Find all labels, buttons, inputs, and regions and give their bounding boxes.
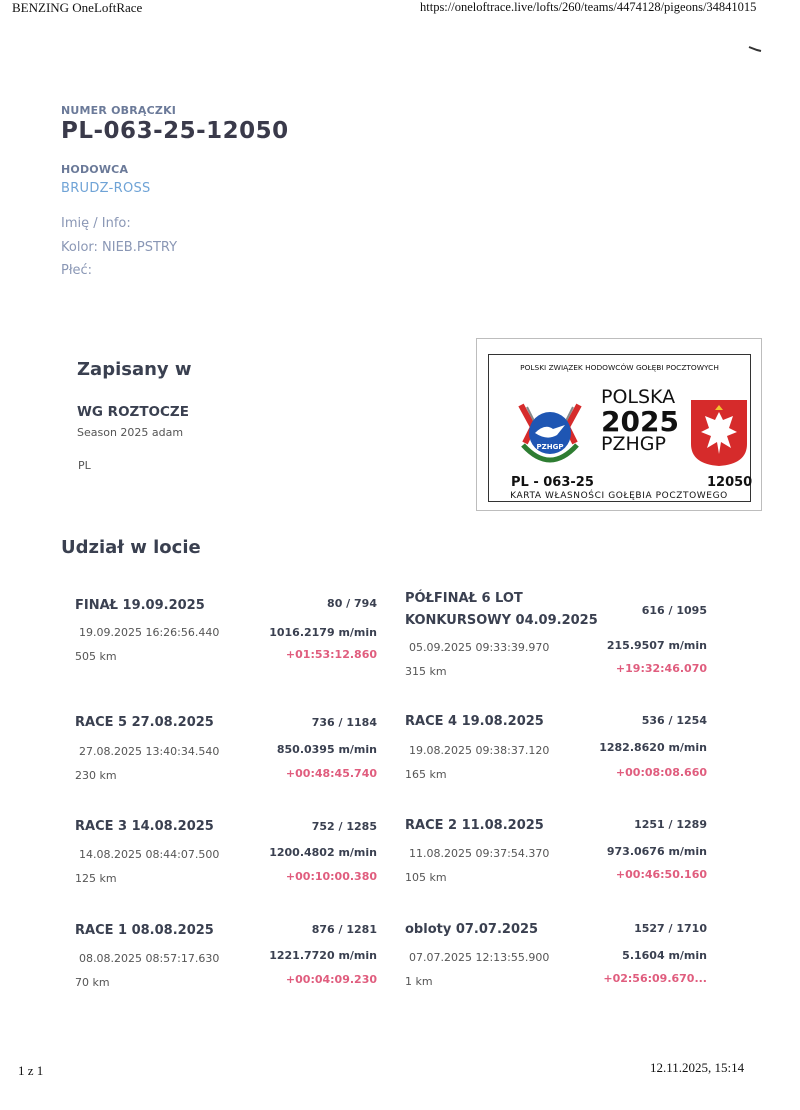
race-title[interactable]: RACE 2 11.08.2025 xyxy=(405,818,544,833)
race-time-diff: +00:48:45.740 xyxy=(285,767,377,780)
scan-mark-icon xyxy=(748,46,762,52)
race-time-diff: +00:08:08.660 xyxy=(615,766,707,779)
race-speed: 215.9507 m/min xyxy=(606,639,707,652)
season-name: Season 2025 adam xyxy=(77,426,184,439)
race-arrival: 14.08.2025 08:44:07.500 xyxy=(79,848,220,861)
race-position: 536 / 1254 xyxy=(641,714,707,727)
race-distance: 315 km xyxy=(405,665,447,678)
race-arrival: 05.09.2025 09:33:39.970 xyxy=(409,641,550,654)
race-time-diff: +00:10:00.380 xyxy=(285,870,377,883)
polish-eagle-icon xyxy=(689,398,749,468)
races-heading: Udział w locie xyxy=(61,537,201,558)
race-position: 80 / 794 xyxy=(327,597,377,610)
card-footer-text: KARTA WŁASNOŚCI GOŁĘBIA POCZTOWEGO xyxy=(510,491,728,501)
race-speed: 1200.4802 m/min xyxy=(269,846,377,859)
ownership-card xyxy=(476,338,762,511)
race-title[interactable]: RACE 4 19.08.2025 xyxy=(405,714,544,729)
race-time-diff: +19:32:46.070 xyxy=(615,662,707,675)
race-card[interactable] xyxy=(75,712,395,802)
print-header-url: https://oneloftrace.live/lofts/260/teams/4474128/pigeons/34841015 xyxy=(420,0,757,14)
race-position: 752 / 1285 xyxy=(311,820,377,833)
race-arrival: 19.09.2025 16:26:56.440 xyxy=(79,626,220,639)
card-pzhgp: PZHGP xyxy=(601,433,666,455)
race-speed: 973.0676 m/min xyxy=(606,845,707,858)
race-card[interactable] xyxy=(75,920,395,1010)
race-time-diff: +01:53:12.860 xyxy=(285,648,377,661)
race-arrival: 08.08.2025 08:57:17.630 xyxy=(79,952,220,965)
race-speed: 1016.2179 m/min xyxy=(269,626,377,639)
race-distance: 230 km xyxy=(75,769,117,782)
race-distance: 1 km xyxy=(405,975,433,988)
card-year: 2025 xyxy=(601,405,679,438)
race-position: 876 / 1281 xyxy=(311,923,377,936)
race-time-diff: +02:56:09.670... xyxy=(603,972,707,985)
color-line: Kolor: NIEB.PSTRY xyxy=(61,240,178,255)
race-speed: 850.0395 m/min xyxy=(276,743,377,756)
sex-line: Płeć: xyxy=(61,263,93,278)
registered-heading: Zapisany w xyxy=(77,359,192,380)
race-arrival: 27.08.2025 13:40:34.540 xyxy=(79,745,220,758)
race-distance: 70 km xyxy=(75,976,110,989)
race-card[interactable] xyxy=(75,816,395,906)
race-arrival: 07.07.2025 12:13:55.900 xyxy=(409,951,550,964)
ownership-card-frame xyxy=(488,354,751,502)
race-title[interactable]: RACE 5 27.08.2025 xyxy=(75,715,214,730)
race-speed: 5.1604 m/min xyxy=(622,949,707,962)
race-arrival: 19.08.2025 09:38:37.120 xyxy=(409,744,550,757)
ring-number-label: NUMER OBRĄCZKI xyxy=(61,104,177,117)
race-title[interactable]: RACE 3 14.08.2025 xyxy=(75,819,214,834)
race-card[interactable] xyxy=(405,711,725,801)
race-distance: 505 km xyxy=(75,650,117,663)
race-title[interactable]: FINAŁ 19.09.2025 xyxy=(75,598,205,613)
race-card[interactable] xyxy=(75,595,395,685)
race-position: 616 / 1095 xyxy=(641,604,707,617)
race-position: 1251 / 1289 xyxy=(634,818,707,831)
race-position: 736 / 1184 xyxy=(311,716,377,729)
info-line: Imię / Info: xyxy=(61,216,131,231)
race-card[interactable] xyxy=(405,815,725,905)
race-speed: 1282.8620 m/min xyxy=(599,741,707,754)
logo-text: PZHGP xyxy=(536,443,564,451)
card-ring-prefix: PL - 063-25 xyxy=(511,475,594,490)
race-distance: 125 km xyxy=(75,872,117,885)
race-card[interactable] xyxy=(405,588,725,678)
race-position: 1527 / 1710 xyxy=(634,922,707,935)
race-arrival: 11.08.2025 09:37:54.370 xyxy=(409,847,550,860)
race-title[interactable]: obloty 07.07.2025 xyxy=(405,922,539,937)
pzhgp-logo-icon xyxy=(513,397,587,467)
race-distance: 165 km xyxy=(405,768,447,781)
race-title[interactable]: PÓŁFINAŁ 6 LOT KONKURSOWY 04.09.2025 xyxy=(405,591,598,628)
print-datetime: 12.11.2025, 15:14 xyxy=(650,1060,745,1075)
card-header-text: POLSKI ZWIĄZEK HODOWCÓW GOŁĘBI POCZTOWYCH xyxy=(520,363,719,372)
breeder-name: BRUDZ-ROSS xyxy=(61,181,151,196)
country-code: PL xyxy=(78,459,91,472)
print-header-title: BENZING OneLoftRace xyxy=(12,0,143,15)
race-time-diff: +00:46:50.160 xyxy=(615,868,707,881)
breeder-label: HODOWCA xyxy=(61,163,129,176)
race-distance: 105 km xyxy=(405,871,447,884)
card-polska: POLSKA xyxy=(601,386,676,408)
print-page-number: 1 z 1 xyxy=(18,1063,44,1078)
race-speed: 1221.7720 m/min xyxy=(269,949,377,962)
race-time-diff: +00:04:09.230 xyxy=(285,973,377,986)
race-card[interactable] xyxy=(405,919,725,1009)
ring-number: PL-063-25-12050 xyxy=(61,118,289,144)
team-name[interactable]: WG ROZTOCZE xyxy=(77,404,189,420)
race-title[interactable]: RACE 1 08.08.2025 xyxy=(75,923,214,938)
card-ring-number: 12050 xyxy=(707,475,753,490)
